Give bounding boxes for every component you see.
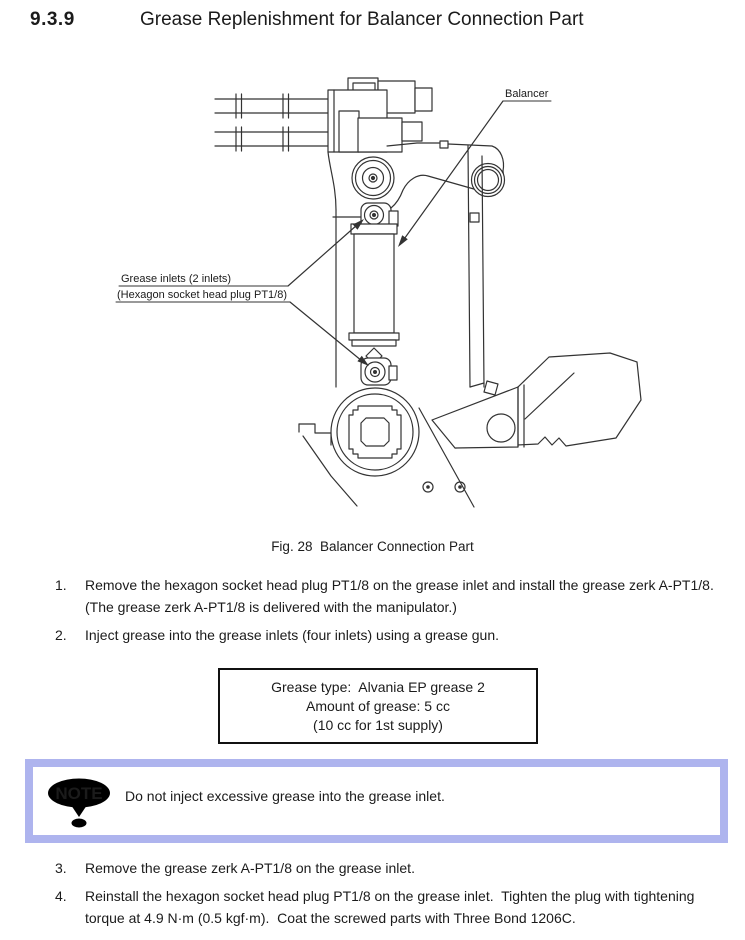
step-3 <box>55 857 725 879</box>
wrist-arm <box>432 353 641 448</box>
motor-assembly <box>328 78 432 152</box>
note-callout <box>25 759 728 843</box>
procedure-steps-1-2 <box>55 574 725 652</box>
step-number: 3. <box>55 860 67 876</box>
balancer-label <box>398 88 551 247</box>
section-number: 9.3.9 <box>30 9 75 30</box>
grease-type: Grease type: Alvania EP grease 2 <box>271 678 485 695</box>
note-bubble-icon <box>45 777 117 829</box>
page-title: Grease Replenishment for Balancer Connection Part <box>140 9 584 30</box>
grease-inlet-bottom <box>361 358 397 385</box>
grease-inlets-label <box>116 219 369 366</box>
arm-tubes <box>215 94 332 151</box>
step-number: 4. <box>55 888 67 904</box>
balancer-label-text: Balancer <box>505 88 549 100</box>
step-1 <box>55 574 725 618</box>
grease-amount: Amount of grease: 5 cc <box>306 697 450 714</box>
step-text: Reinstall the hexagon socket head plug PT1/8 on the grease inlet. Tighten the plug with tightening torque at 4.9 N·m (0.5 kgf·m). Coat the screwed parts with Three Bond 1206C. <box>85 888 699 926</box>
note-text: Do not inject excessive grease into the grease inlet. <box>125 788 445 804</box>
grease-first-supply: (10 cc for 1st supply) <box>313 716 443 733</box>
step-4 <box>55 885 725 929</box>
grease-spec-box <box>218 668 538 744</box>
grease-inlets-label-line1: Grease inlets (2 inlets) <box>121 273 232 285</box>
note-badge-text: NOTE <box>55 784 103 803</box>
procedure-steps-3-4 <box>55 857 725 935</box>
balancer-diagram <box>0 70 745 535</box>
axis-flange <box>299 388 474 507</box>
step-number: 2. <box>55 627 67 643</box>
bolt-holes <box>423 482 465 492</box>
step-text: Inject grease into the grease inlets (four inlets) using a grease gun. <box>85 627 500 643</box>
grease-inlets-label-line2: (Hexagon socket head plug PT1/8) <box>117 289 287 301</box>
step-number: 1. <box>55 577 67 593</box>
step-text: Remove the hexagon socket head plug PT1/8 on the grease inlet and install the grease zerk A-PT1/8. (The grease zerk A-PT1/8 is delivered with the manipulator.) <box>85 577 718 615</box>
step-text: Remove the grease zerk A-PT1/8 on the grease inlet. <box>85 860 415 876</box>
figure-caption: Fig. 28 Balancer Connection Part <box>271 539 474 554</box>
step-2 <box>55 624 725 646</box>
balancer-cylinder <box>349 203 399 385</box>
